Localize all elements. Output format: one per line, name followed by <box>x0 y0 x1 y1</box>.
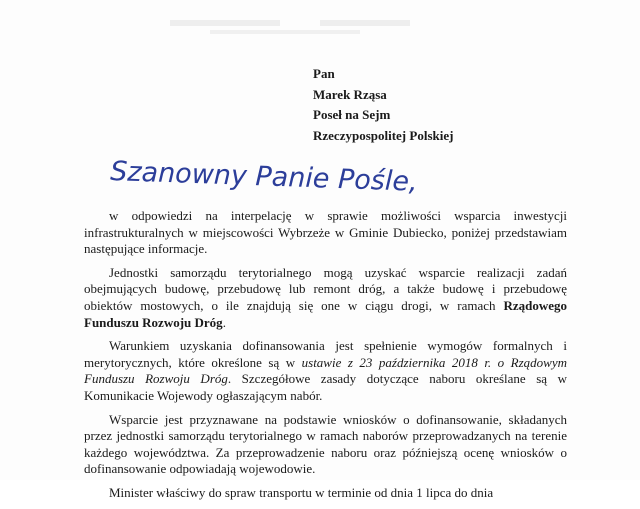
addressee-line-2: Marek Rząsa <box>313 86 387 102</box>
paragraph-1-text: w odpowiedzi na interpelację w sprawie możliwości wsparcia inwestycji infrastrukturalnych w miejscowości Wybrzeże w Gminie Dubiecko, poniżej przedstawiam następujące informacje. <box>84 208 567 257</box>
addressee-line-1: Pan <box>313 66 335 81</box>
addressee-line-4: Rzeczypospolitej Polskiej <box>313 127 454 143</box>
paragraph-3-text-b: . Szczegółowe zasady dotyczące naboru określane są w Komunikacie Wojewody ogłaszającym nabór. <box>84 371 567 403</box>
paragraph-3-act-name: ustawie z 23 października 2018 r. o Rządowym Funduszu Rozwoju Dróg <box>84 354 567 387</box>
paragraph-3 <box>84 338 567 404</box>
paragraph-1 <box>84 208 567 258</box>
faint-letterhead <box>150 12 450 42</box>
letter-body <box>84 208 567 509</box>
salutation-text: Szanowny Panie Pośle, <box>109 156 419 198</box>
paragraph-2-fund-name: Rządowego Funduszu Rozwoju Dróg <box>84 297 567 330</box>
addressee-line-3: Poseł na Sejm <box>313 107 391 122</box>
paragraph-2-text-b: . <box>222 314 226 330</box>
paragraph-4 <box>84 412 567 478</box>
addressee-block <box>313 64 453 146</box>
paragraph-5-text: Minister właściwy do spraw transportu w terminie od dnia 1 lipca do dnia <box>109 484 494 500</box>
paragraph-4-text: Wsparcie jest przyznawane na podstawie wniosków o dofinansowanie, składanych przez jednostki samorządu terytorialnego w ramach naborów przeprowadzanych na terenie każdego województwa. Za przeprowadzenie naboru oraz późniejszą ocenę wniosków o dofinansowanie odpowiadają wojewodowie. <box>84 411 567 477</box>
paragraph-2-text-a: Jednostki samorządu terytorialnego mogą uzyskać wsparcie realizacji zadań obejmujących budowę, przebudowę lub remont dróg, a także budowę i przebudowę obiektów mostowych, o ile znajdują się one w ciągu drogi, w ramach <box>84 264 567 313</box>
handwritten-salutation <box>108 146 428 206</box>
paragraph-2 <box>84 265 567 331</box>
paragraph-5 <box>84 485 567 502</box>
paragraph-3-text-a: Warunkiem uzyskania dofinansowania jest spełnienie wymogów formalnych i merytorycznych, które określone są w <box>84 338 567 370</box>
